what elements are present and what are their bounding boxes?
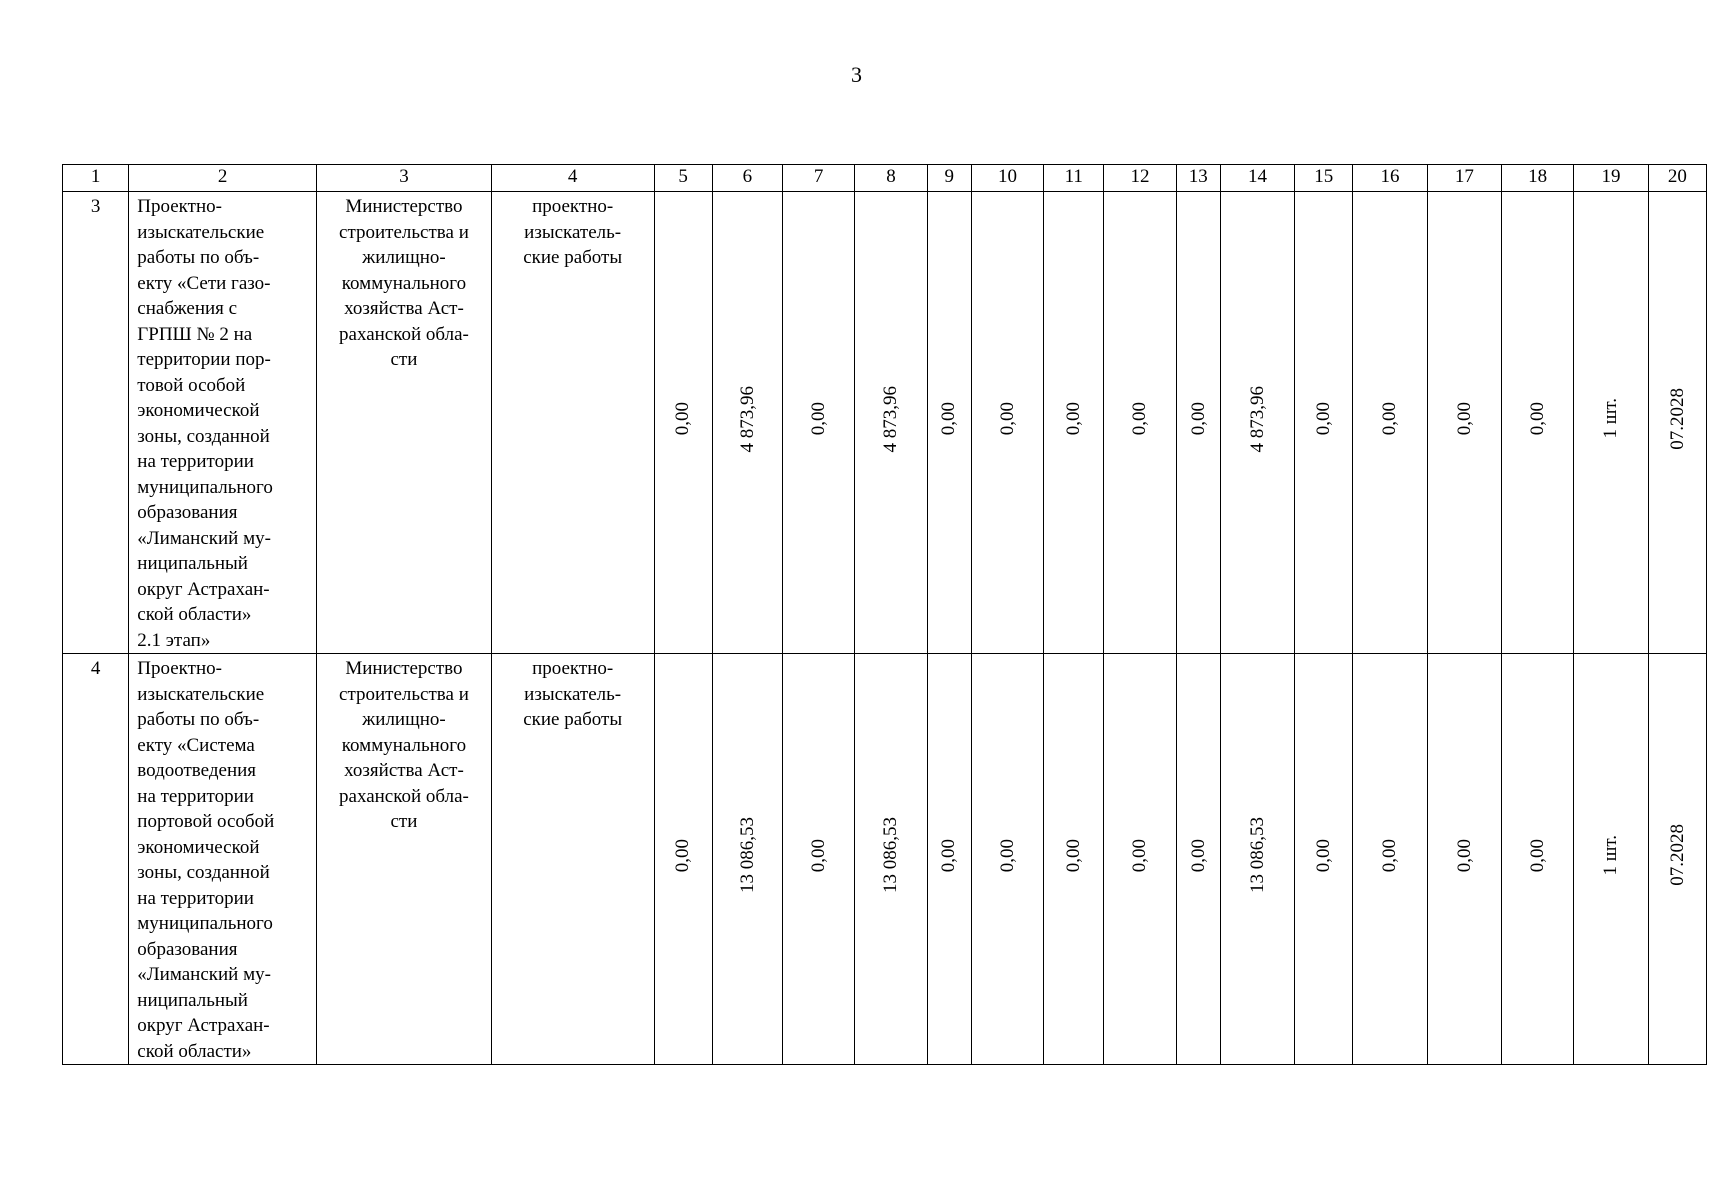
value-text: 0,00 — [1379, 402, 1401, 436]
text-line: ской области» — [137, 1040, 252, 1062]
text-line: хозяйства Аст- — [344, 298, 464, 319]
text-line: экономической — [137, 400, 260, 421]
value-cell — [654, 192, 712, 654]
value-text: 4 873,96 — [880, 385, 902, 452]
header-row — [63, 165, 1707, 192]
object-name-cell — [129, 654, 317, 1065]
value-cell — [783, 192, 855, 654]
header-cell: 14 — [1220, 165, 1294, 192]
value-text: 0,00 — [1129, 402, 1151, 436]
value-text: 0,00 — [1062, 838, 1084, 872]
value-text: 0,00 — [672, 838, 694, 872]
value-text: 0,00 — [1379, 838, 1401, 872]
row-number-cell: 3 — [63, 192, 129, 654]
text-line: зоны, созданной — [137, 425, 270, 447]
value-text: 0,00 — [1062, 402, 1084, 436]
text-line: раханской обла- — [339, 323, 469, 345]
agency-cell — [317, 654, 492, 1065]
text-line: коммунального — [341, 272, 467, 294]
value-cell — [927, 192, 971, 654]
agency-cell — [317, 192, 492, 654]
value-cell — [1353, 654, 1427, 1065]
text-line: территории пор- — [137, 349, 271, 370]
text-line: изыскательские — [137, 683, 265, 705]
header-cell: 16 — [1353, 165, 1427, 192]
table-row — [63, 192, 1707, 654]
value-cell — [1648, 654, 1706, 1065]
header-cell: 12 — [1104, 165, 1176, 192]
text-line: сти — [390, 349, 418, 370]
text-line: «Лиманский му- — [137, 527, 271, 549]
value-cell — [1044, 192, 1104, 654]
text-line: проектно- — [532, 658, 614, 679]
value-text: 0,00 — [1526, 402, 1548, 436]
text-line: округ Астрахан- — [137, 1015, 270, 1036]
text-line: на территории — [137, 887, 254, 909]
value-text: 4 873,96 — [736, 385, 758, 452]
value-cell — [1295, 654, 1353, 1065]
header-cell: 11 — [1044, 165, 1104, 192]
text-line: работы по объ- — [137, 247, 260, 268]
text-line: екту «Система — [137, 734, 255, 756]
text-line: строительства и — [339, 683, 469, 705]
value-text: 0,00 — [1453, 402, 1475, 436]
value-text: 0,00 — [938, 838, 960, 872]
value-cell — [1427, 192, 1501, 654]
header-cell: 17 — [1427, 165, 1501, 192]
value-cell — [855, 192, 927, 654]
text-line: муниципального — [137, 913, 273, 934]
value-cell — [855, 654, 927, 1065]
text-line: проектно- — [532, 196, 614, 217]
header-cell: 9 — [927, 165, 971, 192]
text-line: экономической — [137, 836, 260, 858]
text-line: изыскатель- — [524, 221, 622, 243]
value-cell — [1176, 192, 1220, 654]
header-cell: 6 — [712, 165, 782, 192]
text-line: ГРПШ № 2 на — [137, 323, 253, 345]
value-text: 0,00 — [807, 402, 829, 436]
header-cell: 18 — [1502, 165, 1574, 192]
text-line: хозяйства Аст- — [344, 760, 464, 781]
value-text: 0,00 — [672, 402, 694, 436]
text-line: жилищно- — [362, 709, 446, 730]
value-text: 4 873,96 — [1246, 385, 1268, 452]
page-number: 3 — [851, 62, 862, 87]
text-line: изыскатель- — [524, 683, 622, 705]
text-line: муниципального — [137, 476, 273, 498]
text-line: образования — [137, 938, 238, 960]
text-line: водоотведения — [137, 760, 257, 781]
value-cell — [1502, 192, 1574, 654]
value-cell — [1044, 654, 1104, 1065]
data-table — [62, 164, 1707, 1065]
text-line: коммунального — [341, 734, 467, 756]
header-cell: 7 — [783, 165, 855, 192]
value-cell — [1574, 192, 1648, 654]
text-line: товой особой — [137, 374, 246, 396]
header-cell: 2 — [129, 165, 317, 192]
value-text: 07.2028 — [1666, 387, 1688, 450]
value-cell — [1176, 654, 1220, 1065]
object-name-cell — [129, 192, 317, 654]
text-line: ниципальный — [137, 553, 248, 574]
value-cell — [1574, 654, 1648, 1065]
text-line: Министерство — [345, 658, 463, 679]
header-cell: 4 — [491, 165, 654, 192]
table-row — [63, 654, 1707, 1065]
text-line: зоны, созданной — [137, 862, 270, 883]
text-line: на территории — [137, 785, 254, 807]
work-type-cell — [491, 654, 654, 1065]
value-cell — [654, 654, 712, 1065]
text-line: снабжения с — [137, 298, 238, 319]
value-cell — [1353, 192, 1427, 654]
value-cell — [1648, 192, 1706, 654]
text-line: жилищно- — [362, 247, 446, 268]
header-cell: 5 — [654, 165, 712, 192]
text-line: ской области» — [137, 604, 252, 625]
text-line: ские работы — [523, 709, 623, 730]
text-line: образования — [137, 502, 238, 523]
value-text: 13 086,53 — [880, 817, 902, 894]
value-text: 0,00 — [1187, 402, 1209, 436]
value-cell — [971, 192, 1043, 654]
text-line: Проектно- — [137, 658, 222, 679]
value-text: 0,00 — [1453, 838, 1475, 872]
value-text: 0,00 — [1313, 838, 1335, 872]
value-cell — [712, 654, 782, 1065]
value-cell — [927, 654, 971, 1065]
text-line: «Лиманский му- — [137, 964, 271, 985]
row-number-cell: 4 — [63, 654, 129, 1065]
text-line: екту «Сети газо- — [137, 272, 271, 294]
value-text: 0,00 — [807, 838, 829, 872]
text-line: строительства и — [339, 221, 469, 243]
text-line: работы по объ- — [137, 709, 260, 730]
text-line: раханской обла- — [339, 785, 469, 807]
value-cell — [712, 192, 782, 654]
work-type-cell — [491, 192, 654, 654]
value-text: 0,00 — [1526, 838, 1548, 872]
value-cell — [1502, 654, 1574, 1065]
value-text: 0,00 — [938, 402, 960, 436]
value-cell — [1104, 654, 1176, 1065]
value-cell — [971, 654, 1043, 1065]
value-text: 1 шт. — [1600, 398, 1622, 439]
value-text: 0,00 — [1129, 838, 1151, 872]
header-cell: 10 — [971, 165, 1043, 192]
text-line: портовой особой — [137, 811, 275, 832]
value-cell — [1220, 192, 1294, 654]
header-cell: 19 — [1574, 165, 1648, 192]
text-line: ские работы — [523, 247, 623, 268]
value-text: 13 086,53 — [1246, 817, 1268, 894]
value-text: 13 086,53 — [736, 817, 758, 894]
value-text: 07.2028 — [1666, 824, 1688, 887]
value-text: 0,00 — [1313, 402, 1335, 436]
text-line: на территории — [137, 451, 254, 472]
value-cell — [1220, 654, 1294, 1065]
value-text: 0,00 — [1187, 838, 1209, 872]
value-cell — [1104, 192, 1176, 654]
text-line: Проектно- — [137, 196, 222, 217]
value-text: 1 шт. — [1600, 834, 1622, 876]
header-cell: 3 — [317, 165, 492, 192]
header-cell: 15 — [1295, 165, 1353, 192]
value-text: 0,00 — [996, 838, 1018, 872]
header-cell: 13 — [1176, 165, 1220, 192]
value-cell — [1427, 654, 1501, 1065]
header-cell: 20 — [1648, 165, 1706, 192]
value-cell — [1295, 192, 1353, 654]
header-cell: 8 — [855, 165, 927, 192]
value-cell — [783, 654, 855, 1065]
text-line: ниципальный — [137, 989, 248, 1011]
value-text: 0,00 — [996, 402, 1018, 436]
text-line: округ Астрахан- — [137, 578, 270, 600]
header-cell: 1 — [63, 165, 129, 192]
text-line: 2.1 этап» — [137, 629, 211, 651]
text-line: Министерство — [345, 196, 463, 217]
text-line: сти — [390, 811, 418, 832]
text-line: изыскательские — [137, 221, 265, 243]
